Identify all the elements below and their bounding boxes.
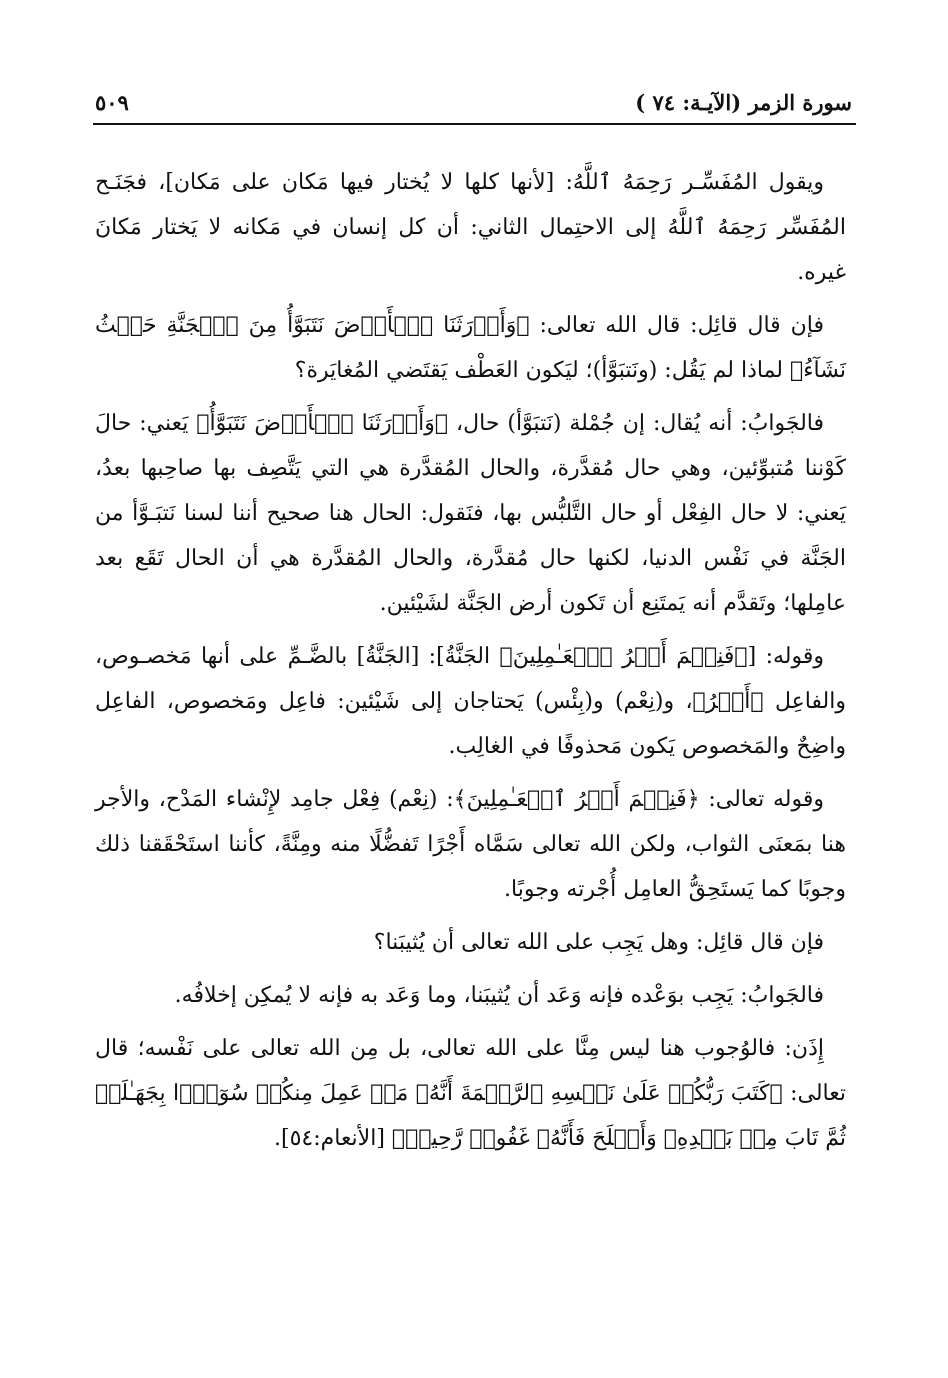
- paragraph-question-atf: فإن قال قائِل: قال الله تعالى: ﴿وَأَوۡرَثَنَا ٱلۡأَرۡضَ نَتَبَوَّأُ مِنَ ٱلۡجَنَّةِ حَيۡثُ نَشَآءُ﴾ لماذا لم يَقُل: (ونَتبَوَّأ)؛ ليَكون العَطْف يَقتَضي المُغايَرة؟: [95, 313, 846, 383]
- header-divider: [93, 123, 856, 125]
- paragraph-mufassir-choice: ويقول المُفَسِّـر رَحِمَهُ ٱللَّهُ: [لأنها كلها لا يُختار فيها مَكان على مَكان]، فجَنَـح المُفَسِّر رَحِمَهُ ٱللَّهُ إلى الاحتِمال الثاني: أن كل إنسان في مَكانه لا يَختار مَكانَ غيره.: [95, 170, 846, 285]
- paragraph-nima-ajr: وقوله تعالى: ﴿فَنِعۡمَ أَجۡرُ ٱلۡعَـٰمِلِينَ﴾: (نِعْم) فِعْل جامِد لإِنْشاء المَدْح، والأجر هنا بمَعنَى الثواب، ولكن الله تعالى سَمَّاه أَجْرًا تَفضُّلًا منه ومِنَّةً، كأننا استَحْقَقنا ذلك وجوبًا كما يَستَحِقُّ العامِل أُجْرته وجوبًا.: [95, 787, 846, 902]
- page-header: [95, 88, 852, 124]
- paragraph-answer-wad: فالجَوابُ: يَجِب بوَعْده فإنه وَعَد أن يُثيبَنا، وما وَعَد به فإنه لا يُمكِن إخلافُه.: [174, 983, 824, 1008]
- paragraph-wujub-conclusion: إِذَن: فالوُجوب هنا ليس مِنَّا على الله تعالى، بل مِن الله تعالى على نَفْسه؛ قال تعالى: ﴿كَتَبَ رَبُّكُمۡ عَلَىٰ نَفۡسِهِ ٱلرَّحۡمَةَ أَنَّهُۥ مَنۡ عَمِلَ مِنكُمۡ سُوٓءَۢا بِجَهَـٰلَةٖ ثُمَّ تَابَ مِنۢ بَعۡدِهِۦ وَأَصۡلَحَ فَأَنَّهُۥ غَفُورٞ رَّحِيمٞ﴾ [الأنعام:٥٤].: [95, 1036, 846, 1151]
- page-body: [95, 160, 846, 1169]
- paragraph-question-thawab: فإن قال قائِل: وهل يَجِب على الله تعالى أن يُثيبَنا؟: [373, 930, 824, 955]
- paragraph-jannah-makhsus: وقوله: [﴿فَنِعۡمَ أَجۡرُ ٱلۡعَـٰمِلِينَ﴾ الجَنَّةُ]: [الجَنَّةُ] بالضَّـمِّ على أنها مَخصـوص، والفاعِل ﴿أَجۡرُ﴾، و(نِعْم) و(بِئْس) يَحتاجان إلى شَيْئين: فاعِل ومَخصوص، الفاعِل واضِحٌ والمَخصوص يَكون مَحذوفًا في الغالِب.: [95, 644, 846, 759]
- running-title: سورة الزمر (الآيـة: ٧٤ ): [635, 90, 852, 115]
- paragraph-answer-hal: فالجَوابُ: أنه يُقال: إن جُمْلة (نَتبَوَّأ) حال، ﴿وَأَوۡرَثَنَا ٱلۡأَرۡضَ نَتَبَوَّأُ﴾ يَعني: حالَ كَوْننا مُتبوِّئين، وهي حال مُقدَّرة، والحال المُقدَّرة هي التي يَتَّصِف بها صاحِبها بعدُ، يَعني: لا حال الفِعْل أو حال التَّلبُّس بها، فنَقول: الحال هنا صحيح أننا لسنا نَتبَـوَّأ من الجَنَّة في نَفْس الدنيا، لكنها حال مُقدَّرة، والحال المُقدَّرة هي أن الحال تَقَع بعد عامِلها؛ وتَقدَّم أنه يَمتَنِع أن تَكون أرض الجَنَّة لشَيْئين.: [95, 411, 846, 616]
- page-number: ٥٠٩: [95, 90, 129, 115]
